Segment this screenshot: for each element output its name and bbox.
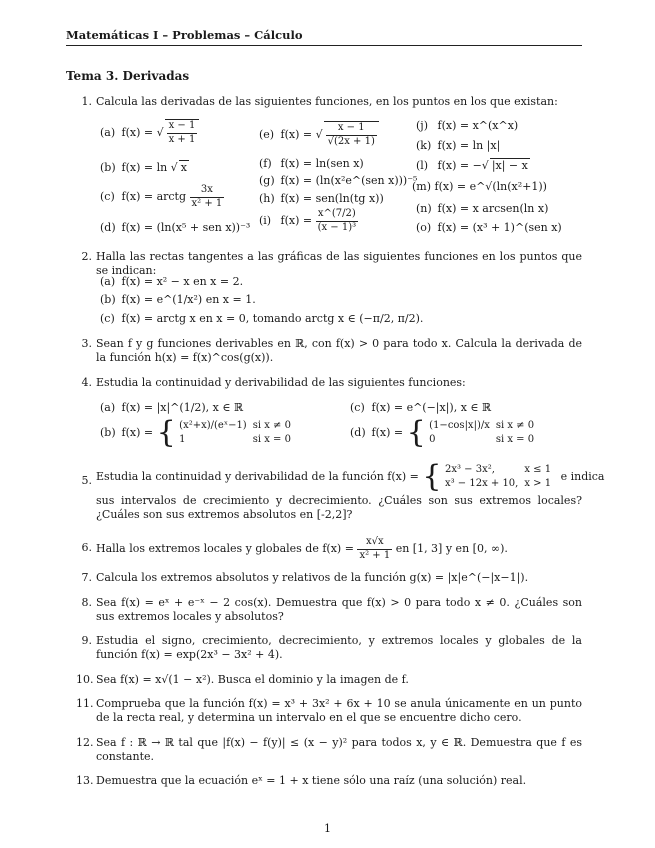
item-1k: (k) f(x) = ln |x| <box>416 139 501 152</box>
item-1e: (e) f(x) = √ $\frac{x - 1}{√(2x + 1)}$ <box>259 121 379 148</box>
problem-5-cont: sus intervalos de crecimiento y decrecimiento. ¿Cuáles son sus extremos locales? ¿Cuáles son sus extremos absolutos en [-2,2]? <box>96 494 582 521</box>
item-4d: (d) f(x) = { (1−cos|x|)/x si x ≠ 0 0 si x = 0 <box>350 415 535 450</box>
item-1m: (m) f(x) = e^√(ln(x²+1)) <box>412 180 547 193</box>
item-4a: (a) f(x) = |x|^(1/2), x ∈ ℝ <box>100 401 244 414</box>
section-title: Tema 3. Derivadas <box>66 69 190 83</box>
item-4b: (b) f(x) = { (x²+x)/(eˣ−1) si x ≠ 0 1 si x = 0 <box>100 415 291 450</box>
item-1h: (h) f(x) = sen(ln(tg x)) <box>259 192 384 205</box>
problem-8: 8. Sea f(x) = eˣ + e⁻ˣ − 2 cos(x). Demuestra que f(x) > 0 para todo x ≠ 0. ¿Cuáles son sus extremos locales y absolutos? <box>81 596 582 623</box>
problem-5: 5. Estudia la continuidad y derivabilidad de la función f(x) = { 2x³ − 3x², x ≤ 1 x³ − 12x + 10, x > 1 e indica <box>81 459 605 494</box>
item-2c: (c) f(x) = arctg x en x = 0, tomando arctg x ∈ (−π/2, π/2). <box>100 312 424 325</box>
problem-3: 3. Sean f y g funciones derivables en ℝ, con f(x) > 0 para todo x. Calcula la derivada de la función h(x) = f(x)^cos(g(x)). <box>81 337 582 364</box>
item-1g: (g) f(x) = (ln(x²e^(sen x)))⁻⁵ <box>259 174 418 187</box>
item-4c: (c) f(x) = e^(−|x|), x ∈ ℝ <box>350 401 492 414</box>
problem-number: 1. <box>81 95 92 108</box>
item-1n: (n) f(x) = x arcsen(ln x) <box>416 202 549 215</box>
page-number: 1 <box>324 822 331 835</box>
problem-6: 6. Halla los extremos locales y globales de f(x) = $\frac{x√x}{\text{x² + 1}}$ en [1, 3] y en [0, ∞). <box>81 536 508 561</box>
running-header: Matemáticas I – Problemas – Cálculo <box>66 28 582 46</box>
item-1i: (i) f(x) = $\frac{x\^{}(7/2)}{\text{(x − 1)³}}$ <box>259 208 357 233</box>
problem-13: 13. Demuestra que la ecuación eˣ = 1 + x tiene sólo una raíz (una solución) real. <box>76 774 527 787</box>
problem-11: 11. Comprueba que la función f(x) = x³ + 3x² + 6x + 10 se anula únicamente en un punto de la recta real, y determina un intervalo en el que se encuentre dicho cero. <box>76 697 582 724</box>
item-1l: (l) f(x) = −√ |x| − x <box>416 159 528 172</box>
item-2b: (b) f(x) = e^(1/x²) en x = 1. <box>100 293 256 306</box>
problem-text: Calcula las derivadas de las siguientes funciones, en los puntos en los que existan: <box>96 95 558 108</box>
item-1b: (b) f(x) = ln √ x <box>100 161 187 174</box>
item-1j: (j) f(x) = x^(x^x) <box>416 119 519 132</box>
item-1o: (o) f(x) = (x³ + 1)^(sen x) <box>416 221 562 234</box>
item-1f: (f) f(x) = ln(sen x) <box>259 157 364 170</box>
item-2a: (a) f(x) = x² − x en x = 2. <box>100 275 244 288</box>
problem-7: 7. Calcula los extremos absolutos y relativos de la función g(x) = |x|e^(−|x−1|). <box>81 571 529 584</box>
problem-10: 10. Sea f(x) = x√(1 − x²). Busca el dominio y la imagen de f. <box>76 673 409 686</box>
problem-12: 12. Sea f : ℝ → ℝ tal que |f(x) − f(y)| ≤ (x − y)² para todos x, y ∈ ℝ. Demuestra que f es constante. <box>76 736 582 763</box>
problem-9: 9. Estudia el signo, crecimiento, decrecimiento, y extremos locales y globales de la función f(x) = exp(2x³ − 3x² + 4). <box>81 634 582 661</box>
problem-1 <box>76 95 582 109</box>
item-1c: (c) f(x) = arctg $\frac{3x}{\text{x² + 1}}$ <box>100 184 223 209</box>
item-1a: (a) f(x) = √ $\frac{x - 1}{x + 1}$ <box>100 119 199 146</box>
problem-4: 4. Estudia la continuidad y derivabilidad de las siguientes funciones: <box>81 376 466 389</box>
item-1d: (d) f(x) = (ln(x⁵ + sen x))⁻³ <box>100 221 251 234</box>
problem-2: 2. Halla las rectas tangentes a las gráficas de las siguientes funciones en los puntos que se indican: <box>81 250 582 277</box>
